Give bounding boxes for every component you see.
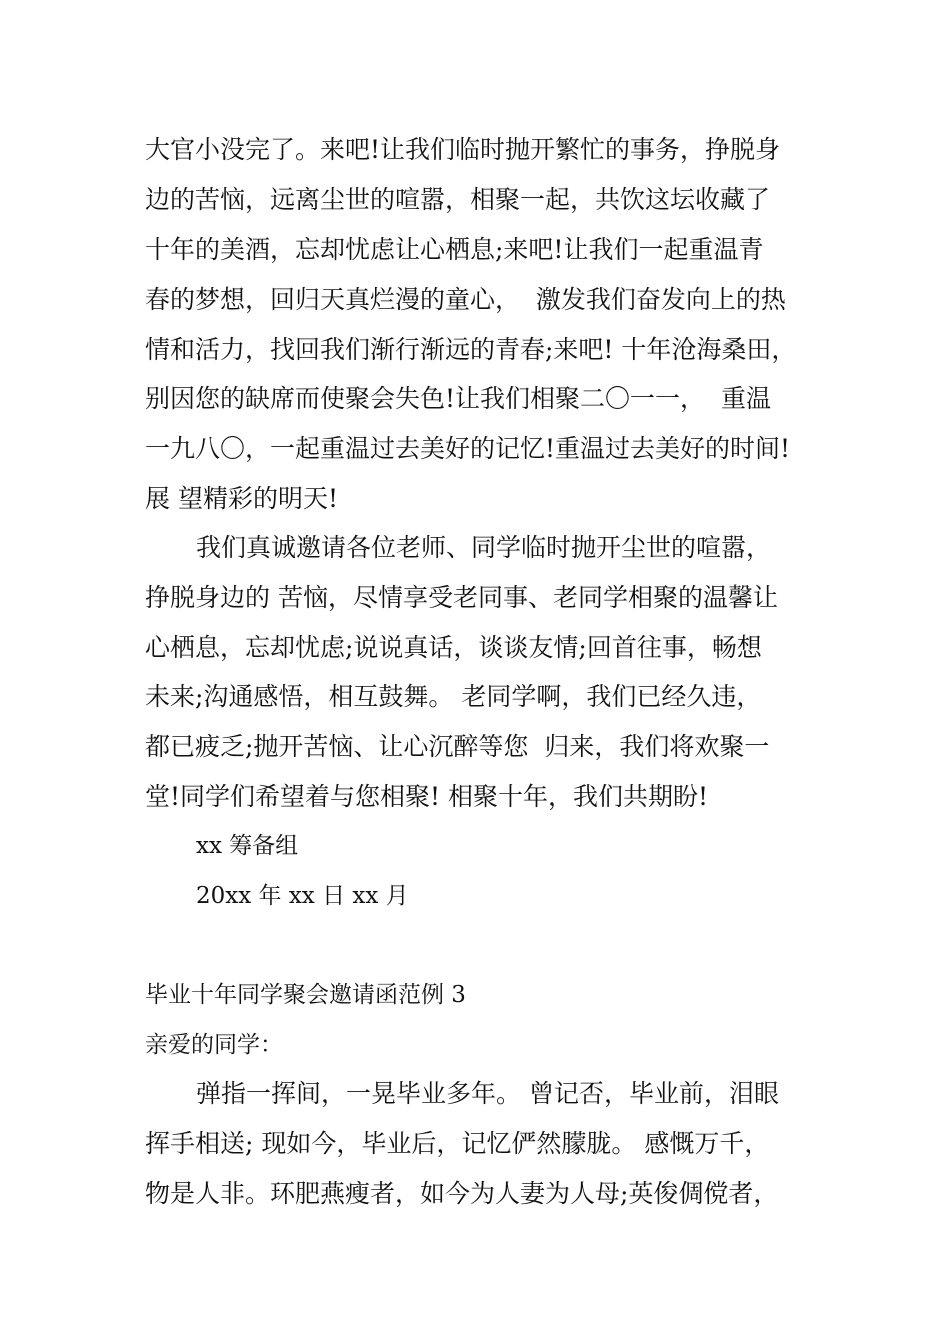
- paragraph1-line-6: 别因您的缺席而使聚会失色!让我们相聚二〇一一， 重温: [145, 384, 771, 413]
- paragraph2-line-3: 心栖息，忘却忧虑;说说真话，谈谈友情;回首往事，畅想: [145, 633, 762, 662]
- paragraph2-line-5: 都已疲乏;抛开苦恼、让心沉醉等您 归来，我们将欢聚一: [145, 732, 770, 761]
- paragraph2-line-4: 未来;沟通感悟，相互鼓舞。 老同学啊，我们已经久违，: [145, 682, 762, 711]
- paragraph2-line-2: 挣脱身边的 苦恼，尽情享受老同事、老同学相聚的温馨让: [145, 583, 778, 612]
- paragraph1-line-1: 大官小没完了。来吧!让我们临时抛开繁忙的事务，挣脱身: [145, 135, 781, 164]
- paragraph1-line-4: 春的梦想，回归天真烂漫的童心， 激发我们奋发向上的热: [145, 285, 786, 314]
- paragraph3-line-3: 物是人非。环肥燕瘦者，如今为人妻为人母;英俊倜傥者，: [145, 1179, 779, 1208]
- paragraph2-line-6: 堂!同学们希望着与您相聚! 相聚十年，我们共期盼!: [145, 782, 709, 811]
- paragraph3-line-1: 弹指一挥间，一晃毕业多年。 曾记否，毕业前，泪眼: [196, 1079, 779, 1108]
- paragraph1-line-2: 边的苦恼，远离尘世的喧嚣，相聚一起，共饮这坛收藏了: [145, 185, 771, 214]
- section-title: 毕业十年同学聚会邀请函范例 3: [145, 982, 466, 1008]
- paragraph2-line-1: 我们真诚邀请各位老师、同学临时抛开尘世的喧嚣，: [196, 533, 772, 562]
- greeting: 亲爱的同学：: [145, 1032, 283, 1058]
- paragraph1-line-3: 十年的美酒，忘却忧虑让心栖息;来吧!让我们一起重温青: [145, 235, 764, 264]
- paragraph1-line-8: 展 望精彩的明天!: [145, 484, 338, 513]
- paragraph3-line-2: 挥手相送; 现如今，毕业后，记忆俨然朦胧。 感慨万千，: [145, 1129, 770, 1158]
- signature-organizer: xx 筹备组: [196, 833, 299, 859]
- paragraph1-line-7: 一九八〇，一起重温过去美好的记忆!重温过去美好的时间!: [145, 434, 791, 463]
- signature-date: 20xx 年 xx 日 xx 月: [196, 883, 409, 909]
- paragraph1-line-5: 情和活力，找回我们渐行渐远的青春;来吧! 十年沧海桑田，: [145, 335, 797, 364]
